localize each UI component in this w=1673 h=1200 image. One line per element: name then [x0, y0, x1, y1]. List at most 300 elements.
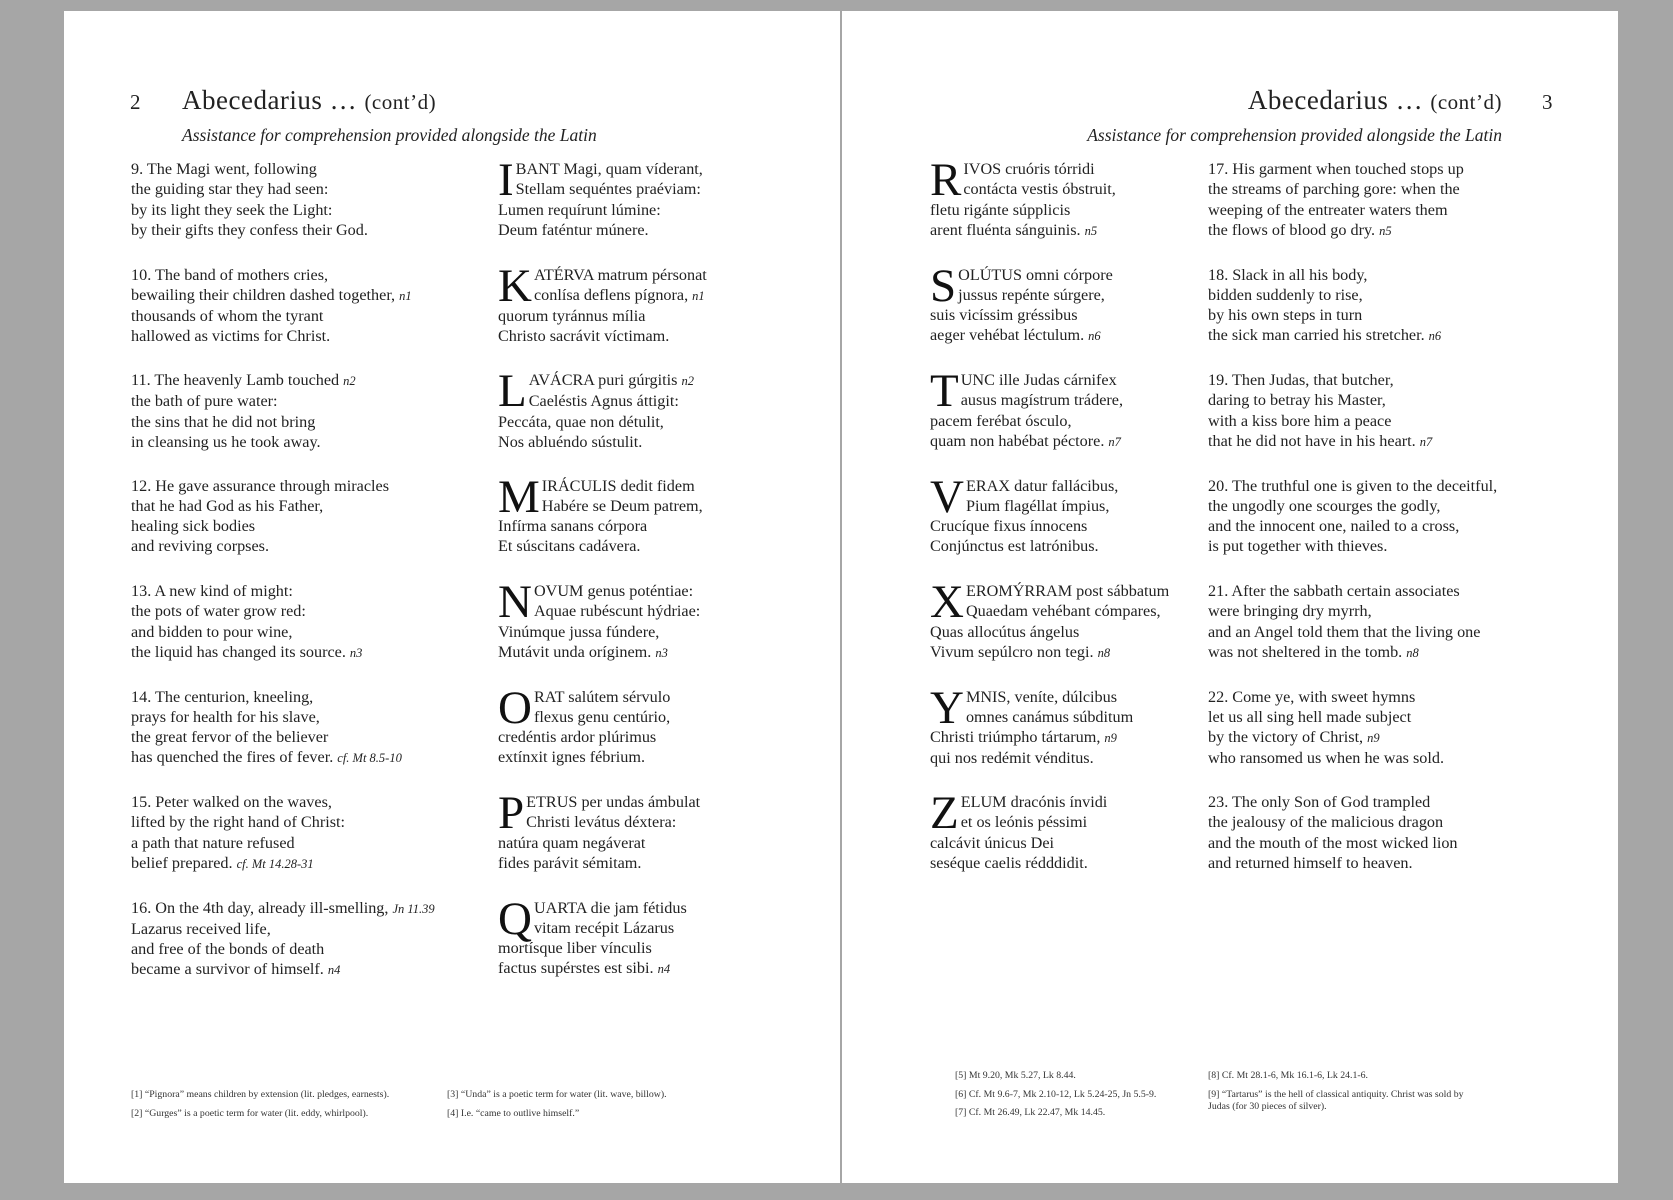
drop-cap-initial: X: [930, 576, 964, 628]
english-line: [1208, 622, 1480, 642]
line-text: natúra quam negáverat: [498, 833, 646, 852]
line-text: 19. Then Judas, that butcher,: [1208, 371, 1394, 389]
reference-note: n6: [1428, 329, 1442, 344]
reference-note: n5: [1379, 223, 1392, 238]
line-text: quam non habébat péctore.: [930, 431, 1105, 450]
english-line: [1208, 411, 1432, 431]
latin-stanza: [498, 154, 703, 240]
line-text: jussus repénte súrgere,: [958, 285, 1105, 304]
latin-line: [498, 159, 703, 179]
english-line: [131, 642, 362, 663]
line-text: Infírma sanans córpora: [498, 517, 648, 536]
english-line: [1208, 159, 1464, 179]
line-text: 14. The centurion, kneeling,: [131, 687, 314, 706]
latin-line: [930, 325, 1101, 346]
line-text: that he did not have in his heart.: [1208, 431, 1416, 450]
latin-line: [930, 853, 1088, 873]
english-line: [131, 306, 412, 326]
line-text: Lazarus received life,: [131, 919, 271, 938]
english-stanza: [1208, 159, 1464, 241]
english-line: [131, 432, 356, 452]
line-text: and reviving corpses.: [131, 537, 270, 556]
page-number: 2: [130, 90, 141, 114]
line-text: thousands of whom the tyrant: [131, 307, 324, 326]
latin-line: [498, 833, 672, 853]
english-line: [1208, 707, 1444, 727]
latin-stanza: [498, 576, 701, 663]
english-line: [1208, 536, 1497, 556]
english-stanza: [131, 687, 402, 769]
english-stanza: [1208, 792, 1458, 873]
english-line: [1208, 390, 1432, 410]
english-stanza: [1208, 265, 1441, 347]
line-text: ATÉRVA matrum pérsonat: [533, 265, 707, 284]
line-text: fletu rigánte súpplicis: [930, 200, 1071, 219]
line-text: vitam recépit Lázarus: [533, 918, 675, 937]
english-line: [131, 285, 412, 306]
line-text: ausus magístrum trádere,: [960, 391, 1123, 410]
english-line: [131, 792, 345, 812]
line-text: omnes canámus súbditum: [965, 707, 1134, 726]
line-text: by their gifts they confess their God.: [131, 220, 368, 239]
footnote: [3] “Unda” is a poetic term for water (lit. wave, billow).: [447, 1089, 667, 1100]
line-text: a path that nature refused: [131, 833, 295, 852]
english-line: [131, 747, 402, 768]
english-line: [131, 179, 368, 199]
line-text: Habére se Deum patrem,: [541, 496, 703, 515]
latin-line: [498, 306, 671, 326]
line-text: EROMÝRRAM post sábbatum: [965, 582, 1170, 600]
english-line: [1208, 431, 1432, 452]
latin-line: [498, 622, 668, 642]
drop-cap-initial: Z: [930, 787, 959, 839]
line-text: ERAX datur fallácibus,: [965, 476, 1119, 495]
footnote: [5] Mt 9.20, Mk 5.27, Lk 8.44.: [955, 1070, 1076, 1081]
line-text: contácta vestis óbstruit,: [963, 180, 1116, 199]
drop-cap-initial: Y: [930, 681, 964, 734]
english-stanza: [131, 792, 345, 874]
english-line: [1208, 265, 1441, 285]
english-line: [1208, 370, 1432, 390]
footnotes-column-1: [955, 1070, 1156, 1126]
latin-line: [930, 642, 1133, 663]
line-text: Quas allocútus ángelus: [930, 622, 1080, 641]
english-line: [131, 200, 368, 220]
line-text: Aquae rubéscunt hýdriae:: [533, 602, 701, 621]
line-text: who ransomed us when he was sold.: [1208, 749, 1445, 768]
latin-line: [930, 536, 1099, 556]
english-stanza: [1208, 476, 1497, 557]
line-text: OLÚTUS omni córpore: [958, 265, 1113, 284]
page-subtitle: Assistance for comprehension provided alongside the Latin: [1087, 125, 1502, 145]
line-text: Peccáta, quae non détulit,: [498, 412, 664, 431]
latin-stanza: [930, 259, 1113, 347]
english-line: [131, 220, 368, 240]
english-line: [1208, 792, 1458, 812]
line-text: seséque caelis rédddidit.: [930, 853, 1088, 872]
line-text: Vivum sepúlcro non tegi.: [930, 642, 1094, 661]
english-line: [1208, 581, 1480, 601]
english-stanza: [131, 898, 435, 981]
reference-note: n7: [1108, 434, 1121, 449]
line-text: belief prepared.: [131, 853, 233, 872]
line-text: MNIS, veníte, dúlcibus: [965, 687, 1118, 706]
line-text: mortísque liber vínculis: [498, 939, 652, 958]
english-line: [131, 391, 356, 411]
line-text: hallowed as victims for Christ.: [131, 327, 331, 346]
footnote: [2] “Gurges” is a poetic term for water (lit. eddy, whirlpool).: [131, 1107, 369, 1119]
latin-stanza: [498, 892, 687, 980]
line-text: Vinúmque jussa fúndere,: [498, 622, 660, 641]
right-page: [842, 11, 1618, 1183]
english-line: [131, 601, 362, 621]
reference-note: n3: [655, 645, 668, 660]
latin-line: [498, 326, 671, 346]
english-stanza: [131, 581, 362, 663]
line-text: flexus genu centúrio,: [533, 707, 671, 726]
line-text: 12. He gave assurance through miracles: [131, 476, 390, 495]
drop-cap-initial: O: [498, 681, 532, 734]
line-text: IVOS cruóris tórridi: [963, 160, 1095, 178]
latin-line: [498, 958, 670, 979]
latin-line: [498, 432, 664, 452]
english-line: [131, 959, 435, 980]
line-text: extínxit ignes fébrium.: [498, 748, 646, 767]
latin-line: [930, 411, 1121, 431]
reference-note: n9: [1367, 731, 1380, 746]
line-text: that he had God as his Father,: [131, 496, 324, 515]
reference-note: n2: [343, 374, 356, 388]
line-text: Caeléstis Agnus áttigit:: [528, 392, 679, 411]
line-text: fides parávit sémitam.: [498, 853, 642, 872]
english-line: [131, 919, 435, 939]
english-line: [1208, 727, 1444, 748]
line-text: the guiding star they had seen:: [131, 180, 329, 199]
line-text: the sins that he did not bring: [131, 412, 316, 431]
line-text: 15. Peter walked on the waves,: [131, 793, 332, 811]
english-line: [131, 853, 345, 874]
page-title: [1248, 85, 1502, 116]
line-text: and the mouth of the most wicked lion: [1208, 833, 1458, 852]
drop-cap-initial: K: [498, 259, 532, 312]
page-title: [182, 85, 436, 116]
reference-note: n3: [349, 645, 363, 660]
line-text: Lumen requírunt lúmine:: [498, 200, 661, 219]
english-line: [131, 707, 402, 727]
english-line: [1208, 476, 1497, 496]
line-text: 11. The heavenly Lamb touched: [131, 371, 340, 389]
line-text: bewailing their children dashed together,: [131, 285, 396, 304]
english-line: [131, 687, 402, 707]
reference-note: n5: [1084, 223, 1098, 238]
line-text: quorum tyránnus mília: [498, 307, 646, 326]
latin-stanza: [930, 365, 1123, 452]
line-text: was not sheltered in the tomb.: [1208, 642, 1403, 661]
latin-line: [930, 833, 1088, 853]
english-line: [1208, 179, 1464, 199]
footnote: [1] “Pignora” means children by extension (lit. pledges, earnests).: [131, 1089, 390, 1100]
line-text: the great fervor of the believer: [131, 728, 329, 747]
line-text: Conjúnctus est latrónibus.: [930, 537, 1099, 556]
english-line: [131, 581, 362, 601]
drop-cap-initial: T: [930, 365, 959, 417]
reference-note: n9: [1104, 731, 1117, 746]
reference-note: n7: [1419, 434, 1433, 449]
line-text: with a kiss bore him a peace: [1208, 411, 1392, 430]
latin-stanza: [930, 787, 1108, 873]
english-line: [131, 812, 345, 832]
reference-note: n4: [327, 963, 341, 978]
english-line: [131, 622, 362, 642]
line-text: and free of the bonds of death: [131, 940, 325, 959]
english-line: [1208, 516, 1497, 536]
line-text: the flows of blood go dry.: [1208, 220, 1376, 239]
line-text: 10. The band of mothers cries,: [131, 265, 329, 284]
english-stanza: [131, 476, 389, 557]
line-text: qui nos redémit vénditus.: [930, 749, 1094, 768]
english-line: [1208, 642, 1480, 663]
english-line: [1208, 601, 1480, 621]
latin-line: [498, 853, 672, 873]
line-text: the pots of water grow red:: [131, 602, 306, 621]
english-stanza: [131, 265, 412, 347]
line-text: is put together with thieves.: [1208, 537, 1388, 556]
english-line: [131, 159, 368, 179]
line-text: credéntis ardor plúrimus: [498, 728, 657, 747]
line-text: in cleansing us he took away.: [131, 432, 321, 451]
line-text: 13. A new kind of might:: [131, 582, 293, 600]
latin-stanza: [930, 681, 1134, 769]
latin-line: [930, 305, 1101, 325]
line-text: IRÁCULIS dedit fidem: [541, 476, 695, 495]
english-line: [131, 727, 402, 747]
footnote: [8] Cf. Mt 28.1-6, Mk 16.1-6, Lk 24.1-6.: [1208, 1070, 1369, 1081]
latin-line: [498, 220, 685, 240]
english-line: [131, 496, 389, 516]
reference-note: n8: [1097, 645, 1111, 660]
latin-line: [498, 179, 701, 199]
line-text: lifted by the right hand of Christ:: [131, 813, 346, 832]
line-text: Pium flagéllat ímpius,: [965, 496, 1110, 515]
line-text: by its light they seek the Light:: [131, 200, 333, 219]
drop-cap-initial: M: [498, 470, 540, 523]
reference-note: n2: [681, 374, 694, 388]
line-text: UNC ille Judas cárnifex: [960, 371, 1117, 389]
line-text: let us all sing hell made subject: [1208, 707, 1412, 726]
line-text: 18. Slack in all his body,: [1208, 265, 1368, 284]
title-continued: (cont’d): [364, 90, 437, 114]
line-text: ETRUS per undas ámbulat: [526, 793, 701, 811]
line-text: 17. His garment when touched stops up: [1208, 160, 1464, 178]
reference-note: cf. Mt 8.5-10: [337, 751, 402, 766]
english-line: [131, 265, 412, 285]
line-text: became a survivor of himself.: [131, 960, 324, 979]
drop-cap-initial: S: [930, 259, 957, 312]
line-text: prays for health for his slave,: [131, 707, 320, 726]
left-page: [64, 11, 840, 1183]
latin-line: [930, 200, 1097, 220]
title-continued: (cont’d): [1430, 90, 1502, 114]
english-line: [1208, 496, 1497, 516]
line-text: Crucíque fixus ínnocens: [930, 517, 1088, 536]
english-line: [1208, 200, 1464, 220]
drop-cap-initial: P: [498, 787, 525, 839]
reference-note: n8: [1406, 645, 1419, 660]
line-text: ELUM dracónis ínvidi: [960, 793, 1108, 811]
footnotes-column-1: [131, 1089, 389, 1126]
reference-note: cf. Mt 14.28-31: [236, 856, 314, 871]
line-text: BANT Magi, quam víderant,: [515, 160, 703, 178]
line-text: AVÁCRA puri gúrgitis: [528, 371, 678, 389]
line-text: were bringing dry myrrh,: [1208, 602, 1372, 621]
latin-stanza: [930, 576, 1170, 663]
english-stanza: [1208, 687, 1444, 769]
english-line: [1208, 687, 1444, 707]
latin-stanza: [498, 681, 671, 768]
english-line: [131, 516, 389, 536]
english-line: [1208, 220, 1464, 241]
line-text: the bath of pure water:: [131, 392, 278, 411]
line-text: 16. On the 4th day, already ill-smelling,: [131, 898, 389, 917]
english-line: [131, 370, 356, 391]
line-text: aeger vehébat léctulum.: [930, 326, 1085, 345]
english-line: [131, 412, 356, 432]
line-text: and the innocent one, nailed to a cross,: [1208, 517, 1460, 536]
english-stanza: [131, 159, 368, 240]
drop-cap-initial: N: [498, 576, 532, 628]
line-text: 9. The Magi went, following: [131, 160, 317, 178]
latin-stanza: [498, 470, 703, 557]
line-text: and returned himself to heaven.: [1208, 853, 1413, 872]
english-line: [1208, 812, 1458, 832]
latin-stanza: [930, 470, 1119, 557]
line-text: 22. Come ye, with sweet hymns: [1208, 687, 1416, 706]
drop-cap-initial: V: [930, 470, 964, 523]
line-text: RAT salútem sérvulo: [533, 687, 671, 706]
line-text: et os leónis péssimi: [960, 813, 1088, 832]
english-line: [131, 939, 435, 959]
english-stanza: [1208, 581, 1480, 663]
reference-note: n6: [1088, 329, 1101, 344]
latin-stanza: [498, 259, 707, 347]
line-text: Quaedam vehébant cómpares,: [965, 602, 1161, 621]
line-text: Stellam sequéntes praéviam:: [515, 180, 701, 199]
latin-line: [498, 938, 670, 958]
title-text: Abecedarius …: [1247, 85, 1424, 115]
line-text: by his own steps in turn: [1208, 306, 1363, 325]
line-text: the jealousy of the malicious dragon: [1208, 813, 1444, 832]
footnote: [9] “Tartarus” is the hell of classical antiquity. Christ was sold by Judas (for 30 pieces of silver).: [1208, 1088, 1464, 1112]
line-text: 23. The only Son of God trampled: [1208, 793, 1431, 811]
line-text: daring to betray his Master,: [1208, 391, 1386, 410]
drop-cap-initial: L: [498, 365, 527, 417]
line-text: UARTA die jam fétidus: [533, 898, 687, 917]
line-text: 21. After the sabbath certain associates: [1208, 582, 1460, 600]
line-text: 20. The truthful one is given to the deceitful,: [1208, 476, 1498, 495]
latin-stanza: [498, 787, 701, 873]
line-text: conlísa deflens pígnora,: [533, 285, 689, 304]
footnote: [7] Cf. Mt 26.49, Lk 22.47, Mk 14.45.: [955, 1107, 1106, 1118]
line-text: Mutávit unda oríginem.: [498, 642, 652, 661]
line-text: Christi levátus déxtera:: [526, 813, 677, 832]
line-text: the liquid has changed its source.: [131, 642, 346, 661]
latin-line: [498, 727, 656, 747]
drop-cap-initial: Q: [498, 892, 532, 945]
line-text: the streams of parching gore: when the: [1208, 180, 1460, 199]
drop-cap-initial: I: [498, 154, 514, 206]
english-line: [1208, 833, 1458, 853]
english-line: [131, 833, 345, 853]
latin-stanza: [930, 154, 1116, 241]
line-text: the ungodly one scourges the godly,: [1208, 496, 1441, 515]
line-text: Nos abluéndo sústulit.: [498, 432, 643, 451]
latin-line: [498, 200, 685, 220]
english-line: [131, 898, 435, 919]
latin-line: [930, 622, 1133, 642]
line-text: has quenched the fires of fever.: [131, 748, 334, 767]
line-text: OVUM genus poténtiae:: [533, 582, 694, 600]
english-line: [1208, 325, 1441, 346]
line-text: Christo sacrávit víctimam.: [498, 327, 670, 346]
reference-note: n1: [692, 288, 705, 303]
footnotes-column-2: [447, 1089, 667, 1126]
line-text: bidden suddenly to rise,: [1208, 285, 1363, 304]
english-stanza: [1208, 370, 1432, 452]
title-text: Abecedarius …: [182, 85, 358, 115]
line-text: by the victory of Christ,: [1208, 728, 1364, 747]
english-line: [131, 326, 412, 346]
footnote: [6] Cf. Mt 9.6-7, Mk 2.10-12, Lk 5.24-25, Jn 5.5-9.: [955, 1088, 1157, 1100]
english-stanza: [131, 370, 356, 452]
latin-line: [498, 412, 664, 432]
english-line: [1208, 285, 1441, 305]
latin-line: [498, 642, 668, 663]
line-text: pacem ferébat ósculo,: [930, 411, 1072, 430]
line-text: factus supérstes est sibi.: [498, 959, 654, 978]
latin-line: [498, 536, 659, 556]
line-text: Christi triúmpho tártarum,: [930, 728, 1101, 747]
footnote: [4] I.e. “came to outlive himself.”: [447, 1107, 580, 1119]
line-text: calcávit únicus Dei: [930, 833, 1055, 852]
english-line: [131, 536, 389, 556]
latin-line: [498, 516, 659, 536]
english-line: [1208, 748, 1444, 768]
latin-line: [930, 727, 1117, 748]
english-line: [131, 476, 389, 496]
line-text: arent fluénta sánguinis.: [930, 220, 1081, 239]
english-line: [1208, 853, 1458, 873]
line-text: suis vicíssim gréssibus: [930, 306, 1078, 325]
reference-note: n4: [657, 962, 671, 977]
latin-line: [498, 747, 656, 767]
latin-stanza: [498, 365, 694, 452]
reference-note: n1: [399, 288, 412, 303]
page-number: 3: [1542, 90, 1553, 114]
line-text: Deum faténtur múnere.: [498, 220, 649, 239]
line-text: weeping of the entreater waters them: [1208, 200, 1448, 219]
drop-cap-initial: R: [930, 154, 962, 206]
latin-line: [930, 516, 1099, 536]
footnotes-column-2: [1208, 1070, 1466, 1120]
line-text: and an Angel told them that the living one: [1208, 622, 1481, 641]
reference-note: Jn 11.39: [392, 901, 435, 916]
english-line: [1208, 305, 1441, 325]
page-subtitle: Assistance for comprehension provided alongside the Latin: [182, 125, 597, 145]
line-text: the sick man carried his stretcher.: [1208, 326, 1425, 345]
latin-line: [930, 431, 1121, 452]
latin-line: [930, 220, 1097, 241]
latin-line: [930, 748, 1117, 768]
